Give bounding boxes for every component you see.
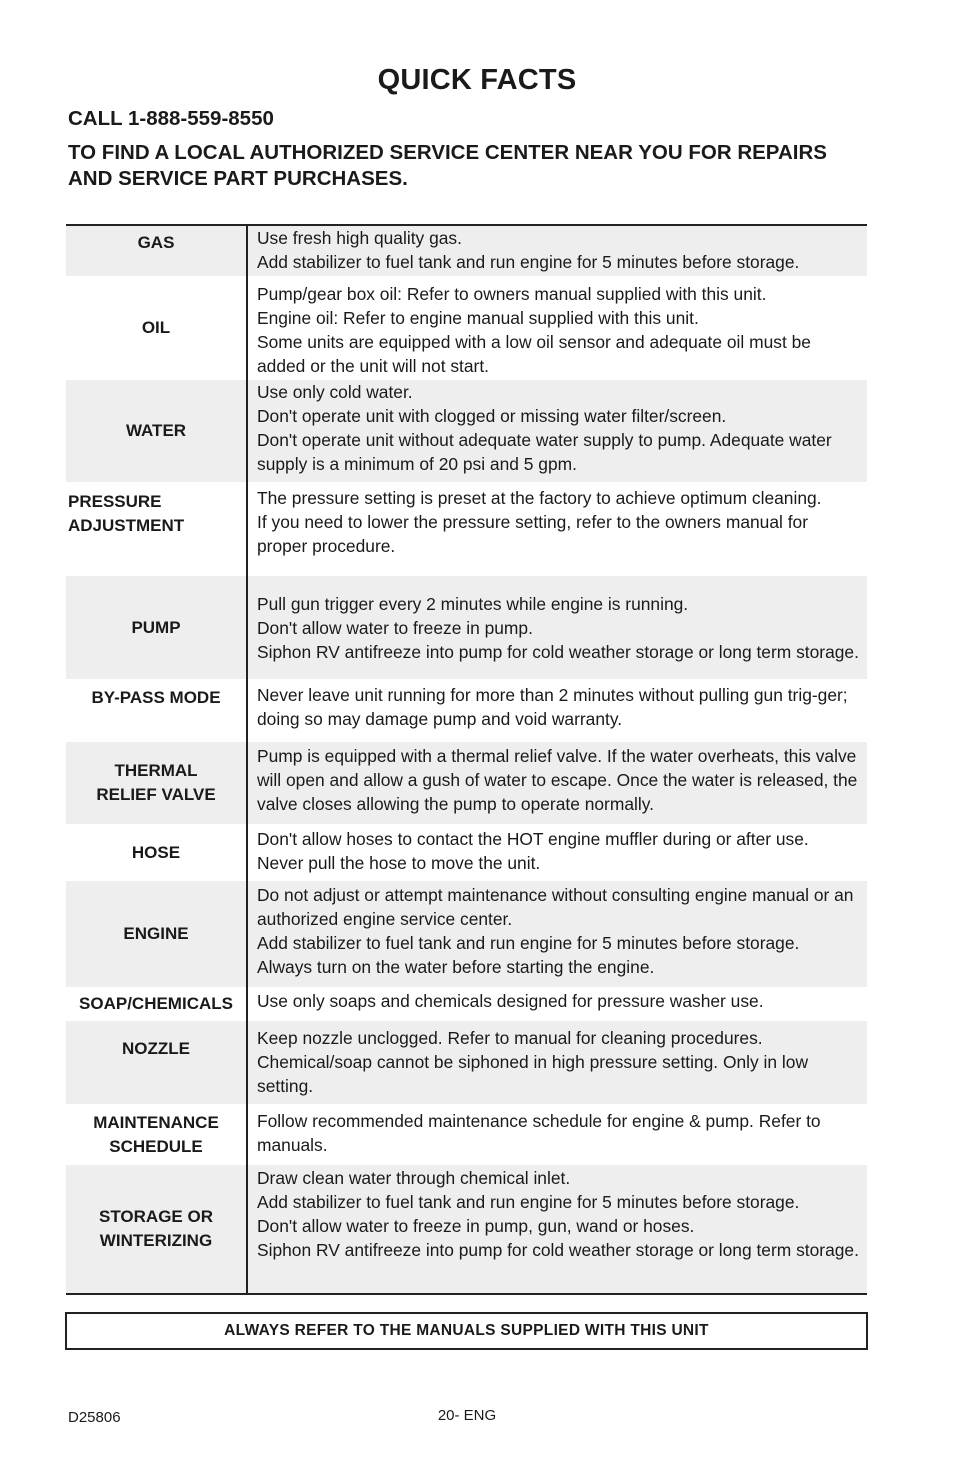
fact-label: MAINTENANCE SCHEDULE <box>66 1104 248 1165</box>
fact-label: PUMP <box>66 576 248 679</box>
fact-content: The pressure setting is preset at the factory to achieve optimum cleaning. If you need to lower the pressure setting, refer to the owners manual for proper procedure. <box>257 488 822 556</box>
fact-content: Pump/gear box oil: Refer to owners manual supplied with this unit. Engine oil: Refer to engine manual supplied with this unit. Some units are equipped with a low oil sensor and adequate oil must be added or the unit will not start. <box>257 284 811 376</box>
fact-row-pump <box>66 576 867 679</box>
fact-label: GAS <box>66 226 248 276</box>
fact-content: Never leave unit running for more than 2 minutes without pulling gun trig-ger; doing so may damage pump and void warranty. <box>257 685 848 729</box>
fact-label: NOZZLE <box>66 1021 248 1104</box>
fact-row-hose <box>66 824 867 881</box>
fact-row-oil <box>66 276 867 380</box>
fact-row-nozzle <box>66 1021 867 1104</box>
fact-label: PRESSURE ADJUSTMENT <box>66 482 248 576</box>
fact-row-engine <box>66 881 867 987</box>
phone-number: CALL 1-888-559-8550 <box>68 107 274 130</box>
fact-content: Pump is equipped with a thermal relief valve. If the water overheats, this valve will open and allow a gush of water to escape. Once the water is released, the valve closes allowing the pump to operate normally. <box>257 746 858 814</box>
fact-row-soap-chemicals <box>66 987 867 1021</box>
service-center-text: TO FIND A LOCAL AUTHORIZED SERVICE CENTER NEAR YOU FOR REPAIRS <box>68 141 827 164</box>
fact-content: Pull gun trigger every 2 minutes while engine is running. Don't allow water to freeze in pump. Siphon RV antifreeze into pump for cold weather storage or long term storage. <box>257 593 859 662</box>
quick-facts-table <box>66 224 867 1295</box>
fact-content: Draw clean water through chemical inlet. Add stabilizer to fuel tank and run engine for 5 minutes before storage. Don't allow water to freeze in pump, gun, wand or hoses. Siphon RV antifreeze into pump for cold weather storage or long term storage. <box>257 1168 859 1260</box>
fact-content: Keep nozzle unclogged. Refer to manual for cleaning procedures. Chemical/soap cannot be siphoned in high pressure setting. Only in low setting. <box>257 1028 809 1096</box>
fact-row-thermal-relief-valve <box>66 742 867 824</box>
fact-label: BY-PASS MODE <box>66 679 248 742</box>
fact-content: Follow recommended maintenance schedule for engine & pump. Refer to manuals. <box>257 1111 821 1155</box>
fact-label: THERMAL RELIEF VALVE <box>66 742 248 824</box>
fact-label: WATER <box>66 380 248 482</box>
service-contact-block <box>68 106 868 192</box>
fact-label: STORAGE OR WINTERIZING <box>66 1165 248 1293</box>
fact-content: Use fresh high quality gas. Add stabilizer to fuel tank and run engine for 5 minutes before storage. <box>257 228 800 272</box>
fact-content: Use only soaps and chemicals designed for pressure washer use. <box>257 991 764 1011</box>
fact-label: OIL <box>66 276 248 380</box>
fact-row-gas <box>66 226 867 276</box>
fact-row-by-pass-mode <box>66 679 867 742</box>
fact-label: SOAP/CHEMICALS <box>66 987 248 1021</box>
fact-label: ENGINE <box>66 881 248 987</box>
page-number: 20- ENG <box>437 1407 497 1424</box>
fact-row-pressure-adjustment <box>66 482 867 576</box>
fact-content: Do not adjust or attempt maintenance without consulting engine manual or an authorized engine service center. Add stabilizer to fuel tank and run engine for 5 minutes before storage. Always turn on the water before starting the engine. <box>257 885 854 977</box>
fact-row-water <box>66 380 867 482</box>
fact-row-storage-winterizing <box>66 1165 867 1293</box>
document-code: D25806 <box>68 1409 121 1426</box>
fact-content: Use only cold water. Don't operate unit with clogged or missing water filter/screen. Don't operate unit without adequate water supply to pump. Adequate water supply is a minimum of 20 psi and 5 gpm. <box>257 382 832 474</box>
manuals-notice: ALWAYS REFER TO THE MANUALS SUPPLIED WITH THIS UNIT <box>65 1312 868 1350</box>
fact-row-maintenance-schedule <box>66 1104 867 1165</box>
fact-label: HOSE <box>66 824 248 881</box>
page-title: QUICK FACTS <box>377 64 577 96</box>
service-parts-text: AND SERVICE PART PURCHASES. <box>68 167 408 190</box>
fact-content: Don't allow hoses to contact the HOT engine muffler during or after use. Never pull the hose to move the unit. <box>257 829 809 873</box>
